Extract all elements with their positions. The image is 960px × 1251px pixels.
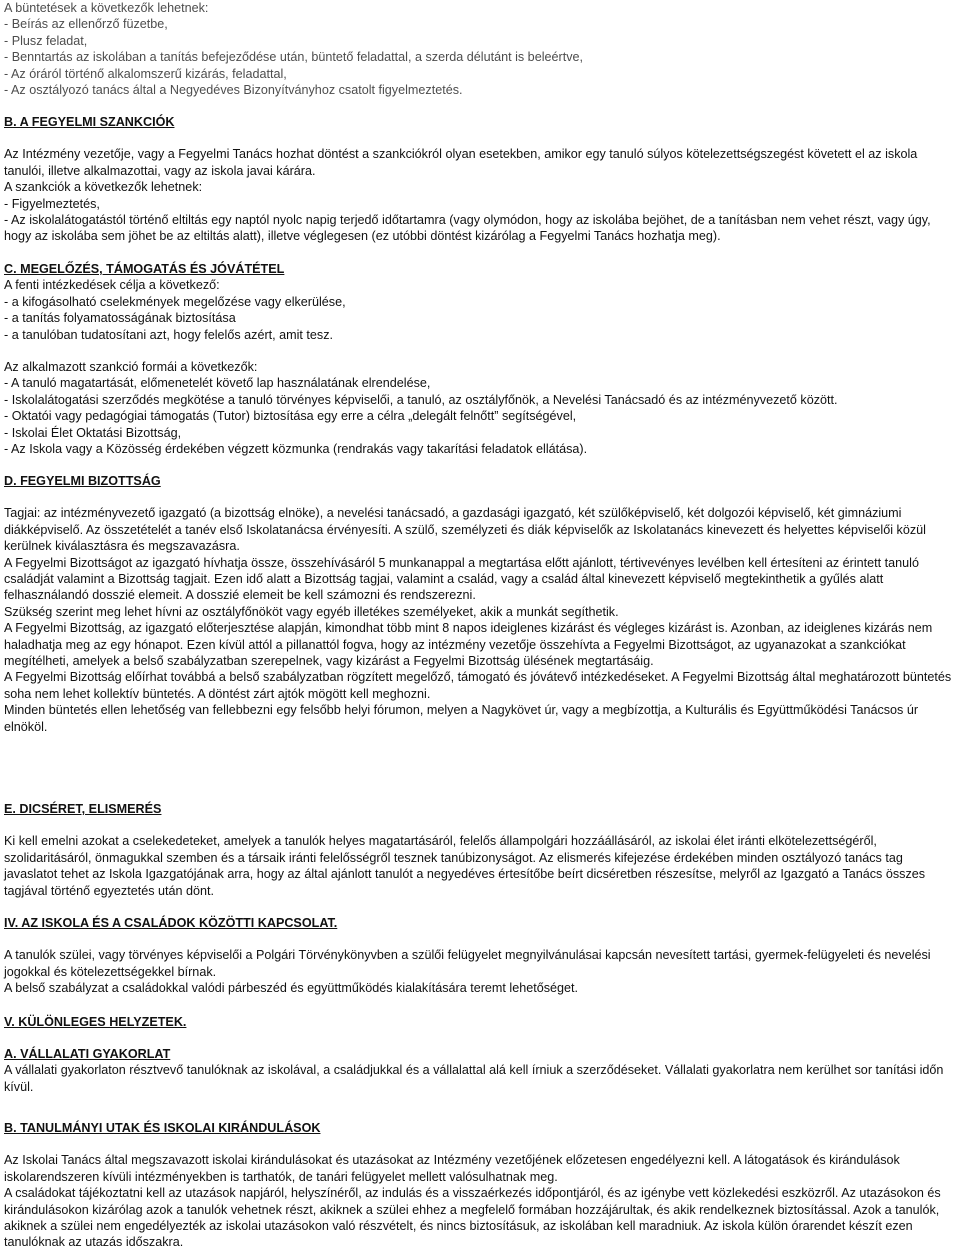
list-item: - a tanítás folyamatosságának biztosítása <box>4 311 236 326</box>
list-item: A fenti intézkedések célja a következő: <box>4 278 220 293</box>
section-c <box>4 261 956 457</box>
paragraph: A Fegyelmi Bizottságot az igazgató hívhatja össze, összehívásáról 5 munkanappal a megtartása előtt ajánlott, tértivevényes levélben kell értesíteni az érintett tanuló családját valamint a Bizottság tagjait. Ezen idő alatt a Bizottság tagjai, valamint a család, vagy a család által kinevezett képviselő megtekinthetik a gyűlés alatt felhasználandó dosszié elemeit. A dosszié elemeit be kell számozni és rendszerezni. <box>4 555 919 603</box>
section-d-heading: D. FEGYELMI BIZOTTSÁG <box>4 474 161 488</box>
list-item: A büntetések a következők lehetnek: <box>4 1 209 15</box>
paragraph: A Fegyelmi Bizottság, az igazgató előterjesztése alapján, kimondhat több mint 8 napos ideiglenes kizárást és végleges kizárást is. Azonban, az ideiglenes kizárás nem haladhatja meg az egy hónapot. Ezen kívül attól a pillanattól fogva, hogy az intézmény vezetője összehívta a Fegyelmi Bizottságot, az ugyanazokat a szankciókat megítélheti, amelyek a belső szabályzatban szerepelnek, vagy kizárást a Fegyelmi Bizottság ülésének megtartásáig. <box>4 621 933 669</box>
list-item: - a kifogásolható cselekmények megelőzése vagy elkerülése, <box>4 294 346 309</box>
section-iv-heading: IV. AZ ISKOLA ÉS A CSALÁDOK KÖZÖTTI KAPCSOLAT. <box>4 916 338 930</box>
list-item: - Iskolalátogatási szerződés megkötése a tanuló törvényes képviselői, a tanuló, az osztályfőnök, a Nevelési Tanácsadó és az intézményvezető között. <box>4 392 838 407</box>
section-c-heading: C. MEGELŐZÉS, TÁMOGATÁS ÉS JÓVÁTÉTEL <box>4 262 285 276</box>
section-v <box>4 1014 956 1030</box>
paragraph: A belső szabályzat a családokkal valódi párbeszéd és együttműködés kialakítására teremt lehetőséget. <box>4 981 579 996</box>
list-item: - Beírás az ellenőrző füzetbe, <box>4 17 168 32</box>
paragraph: Az alkalmazott szankció formái a következők: <box>4 360 258 375</box>
list-item: - Plusz feladat, <box>4 33 88 48</box>
paragraph: A tanulók szülei, vagy törvényes képviselői a Polgári Törvénykönyvben a szülői felügyelet megnyilvánulásai kapcsán nevesített tartási, gyermek-felügyeleti és nevelési jogokkal és kötelezettségekkel bírnak. <box>4 948 931 979</box>
list-item: - Az osztályozó tanács által a Negyedéves Bizonyítványhoz csatolt figyelmeztetés. <box>4 83 463 98</box>
list-item: - Az óráról történő alkalomszerű kizárás, feladattal, <box>4 66 287 81</box>
list-item: - Oktatói vagy pedagógiai támogatás (Tutor) biztosítása egy erre a célra „delegált felnőtt” segítségével, <box>4 409 577 424</box>
paragraph: - Figyelmeztetés, <box>4 196 100 211</box>
section-va <box>4 1046 956 1095</box>
paragraph: A vállalati gyakorlaton résztvevő tanulóknak az iskolával, a családjukkal és a vállalattal alá kell írniuk a szerződéseket. Vállalati gyakorlatra nem kerülhet sor tanítási időn kívül. <box>4 1063 944 1094</box>
paragraph: A családokat tájékoztatni kell az utazások napjáról, helyszínéről, az indulás és a visszaérkezés időpontjáról, és az igénybe vett közlekedési eszközről. Az utazásokon és kirándulásokon kizárólag azok a tanulók vehetnek részt, akiknek a szülei ehhez a megfelelő formában hozzájárultak, és akik rendelkeznek biztosítással. Azok a tanulók, akiknek a szülei nem engedélyezték az iskolai utazásokon való részvételt, és nincs biztosításuk, az iskolában kell maradniuk. Az iskola külön órarendet készít ezen tanulóknak az utazás időszakra. <box>4 1186 941 1250</box>
paragraph: - Az iskolalátogatástól történő eltiltás egy naptól nyolc napig terjedő időtartamra (vagy olymódon, hogy az iskolába bejöhet, de a tanításban nem vehet részt, vagy úgy, hogy az iskolába sem jöhet be az eltiltás alatt), illetve véglegesen (ez utóbbi döntést kizárólag a Fegyelmi Tanács hozhatja meg). <box>4 213 931 244</box>
section-e-heading: E. DICSÉRET, ELISMERÉS <box>4 802 162 816</box>
section-b-heading: B. A FEGYELMI SZANKCIÓK <box>4 115 175 129</box>
paragraph: Szükség szerint meg lehet hívni az osztályfőnököt vagy egyéb illetékes személyeket, akik a munkát segíthetik. <box>4 604 619 619</box>
list-item: - Iskolai Élet Oktatási Bizottság, <box>4 425 182 440</box>
list-item: - a tanulóban tudatosítani azt, hogy felelős azért, amit tesz. <box>4 327 334 342</box>
list-item: - A tanuló magatartását, előmenetelét követő lap használatának elrendelése, <box>4 376 431 391</box>
punishments-list <box>4 0 956 98</box>
paragraph: Az Iskolai Tanács által megszavazott iskolai kirándulásokat és utazásokat az Intézmény vezetőjének előzetesen engedélyezni kell. A látogatások és kirándulások iskolarendszeren kívüli intézményekben is tarthatók, de tanári felügyelet mellett valósulhatnak meg. <box>4 1153 900 1184</box>
section-vb <box>4 1120 956 1251</box>
paragraph: Tagjai: az intézményvezető igazgató (a bizottság elnöke), a nevelési tanácsadó, a gazdasági igazgató, két szülőképviselő, két dolgozói képviselő, két gimnáziumi diákképviselő. Az összetételét a tanév első Iskolatanácsa érvényesíti. A szülő, személyzeti és diák képviselők az Iskolatanács kinevezett és helyettes képviselői közül kerülnek kiválasztásra és megszavazásra. <box>4 506 926 554</box>
section-e <box>4 801 956 899</box>
paragraph: Minden büntetés ellen lehetőség van fellebbezni egy felsőbb helyi fórumon, melyen a Nagykövet úr, vagy a megbízottja, a Kulturális és Együttműködési Tanácsos úr elnököl. <box>4 703 919 734</box>
section-iv <box>4 915 956 997</box>
section-va-heading: A. VÁLLALATI GYAKORLAT <box>4 1047 171 1061</box>
list-item: - Benntartás az iskolában a tanítás befejeződése után, büntető feladattal, a szerda délutánt is beleértve, <box>4 50 583 65</box>
section-d <box>4 473 956 735</box>
section-v-heading: V. KÜLÖNLEGES HELYZETEK. <box>4 1015 187 1029</box>
paragraph: Ki kell emelni azokat a cselekedeteket, amelyek a tanulók helyes magatartásáról, felelős állampolgári hozzáállásáról, az iskolai élet iránti elkötelezettségéről, szolidaritásáról, önmagukkal szemben és a társaik iránti felelősségről tesznek tanúbizonyságot. Az elismerés kifejezése érdekében minden osztályozó tanács tag javaslatot tehet az Iskola Igazgatójának arra, hogy az által ajánlott tanulót a negyedéves értesítőbe beírt dicséretben részesítse, melyről az Igazgató a Tanács összes tagjával történő egyeztetés után dönt. <box>4 834 926 898</box>
paragraph: Az Intézmény vezetője, vagy a Fegyelmi Tanács hozhat döntést a szankciókról olyan esetekben, amikor egy tanuló súlyos kötelezettségszegést követett el az iskola tanulói, illetve alkalmazottai, vagy az iskola javai kárára. <box>4 147 918 178</box>
section-b <box>4 114 956 245</box>
paragraph: A Fegyelmi Bizottság előírhat továbbá a belső szabályzatban rögzített megelőző, támogató és jóvátevő intézkedéseket. A Fegyelmi Bizottság által meghatározott büntetés soha nem lehet kollektív büntetés. A döntést zárt ajtók mögött kell meghozni. <box>4 670 952 701</box>
list-item: - Az Iskola vagy a Közösség érdekében végzett közmunka (rendrakás vagy takarítási feladatok ellátása). <box>4 442 588 457</box>
paragraph: A szankciók a következők lehetnek: <box>4 180 203 195</box>
section-vb-heading: B. TANULMÁNYI UTAK ÉS ISKOLAI KIRÁNDULÁSOK <box>4 1121 321 1135</box>
